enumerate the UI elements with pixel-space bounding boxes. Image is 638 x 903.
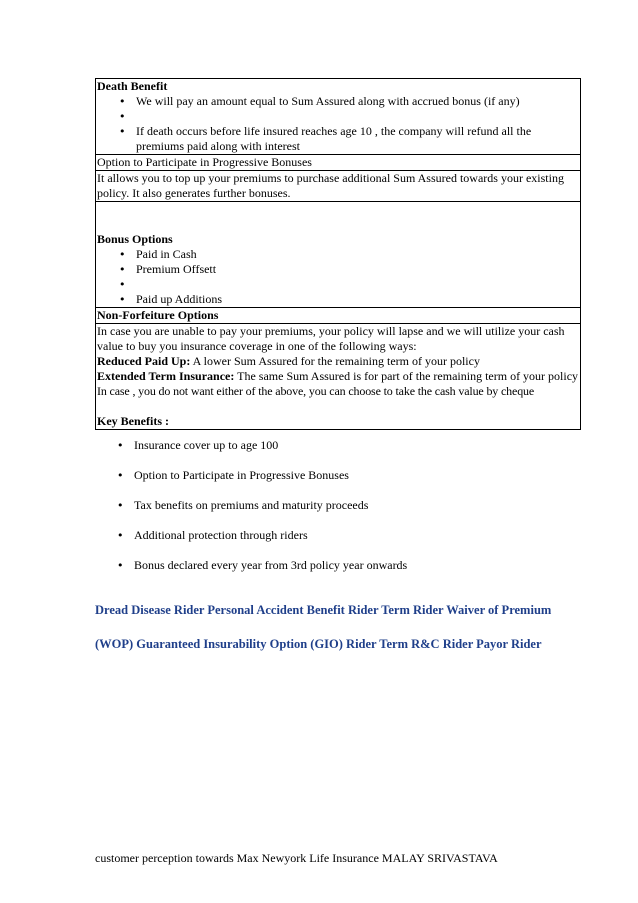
non-forfeiture-intro: In case you are unable to pay your premiums, your policy will lapse and we will utilize your cash value to buy you insurance coverage in one of the following ways: [97, 324, 565, 353]
bonus-options-heading: Bonus Options [97, 232, 173, 246]
extended-term [97, 369, 580, 384]
list-item: • If death occurs before life insured reaches age 10 , the company will refund all the premiums paid along with interest [97, 124, 580, 154]
progressive-text-cell [95, 171, 581, 202]
cash-value-text: In case , you do not want either of the above, you can choose to take the cash value by cheque [97, 384, 535, 398]
bonus-options-cell [95, 202, 581, 308]
list-item: • Insurance cover up to age 100 [95, 438, 581, 453]
progressive-heading-cell [95, 155, 581, 171]
list-item: • Option to Participate in Progressive Bonuses [95, 468, 581, 483]
riders-line-1: Dread Disease Rider Personal Accident Benefit Rider Term Rider Waiver of Premium [95, 603, 552, 617]
non-forfeiture-text-cell [95, 324, 581, 430]
progressive-text: It allows you to top up your premiums to purchase additional Sum Assured towards your existing policy. It also generates further bonuses. [97, 171, 564, 200]
reduced-paid-up-text: A lower Sum Assured for the remaining term of your policy [190, 354, 480, 368]
list-item: • Additional protection through riders [95, 528, 581, 543]
spacer [97, 202, 580, 217]
key-benefits-section [95, 438, 581, 588]
reduced-paid-up [97, 354, 580, 369]
spacer [97, 109, 580, 124]
death-benefit-heading: Death Benefit [97, 79, 168, 93]
key-benefits-list [95, 438, 581, 573]
death-benefit-cell [95, 78, 581, 155]
list-item: • Tax benefits on premiums and maturity proceeds [95, 498, 581, 513]
list-item: • Premium Offsett [97, 262, 580, 277]
death-benefit-list [97, 94, 580, 154]
non-forfeiture-heading: Non-Forfeiture Options [97, 308, 219, 322]
spacer [97, 277, 580, 292]
reduced-paid-up-label: Reduced Paid Up: [97, 354, 191, 368]
riders-section [95, 603, 585, 671]
page-footer: customer perception towards Max Newyork Life Insurance MALAY SRIVASTAVA [95, 851, 498, 865]
list-item: • Paid up Additions [97, 292, 580, 307]
extended-term-text: The same Sum Assured is for part of the remaining term of your policy [234, 369, 579, 383]
spacer [97, 399, 580, 414]
list-item: • We will pay an amount equal to Sum Assured along with accrued bonus (if any) [97, 94, 580, 109]
bonus-options-list [97, 247, 580, 307]
spacer [97, 217, 580, 232]
list-item: • Bonus declared every year from 3rd policy year onwards [95, 558, 581, 573]
progressive-heading: Option to Participate in Progressive Bonuses [97, 155, 312, 169]
non-forfeiture-heading-cell [95, 308, 581, 324]
riders-line-2: (WOP) Guaranteed Insurability Option (GIO) Rider Term R&C Rider Payor Rider [95, 637, 542, 651]
list-item: • Paid in Cash [97, 247, 580, 262]
extended-term-label: Extended Term Insurance: [97, 369, 235, 383]
benefits-table [95, 78, 581, 430]
key-benefits-heading: Key Benefits : [97, 414, 169, 428]
